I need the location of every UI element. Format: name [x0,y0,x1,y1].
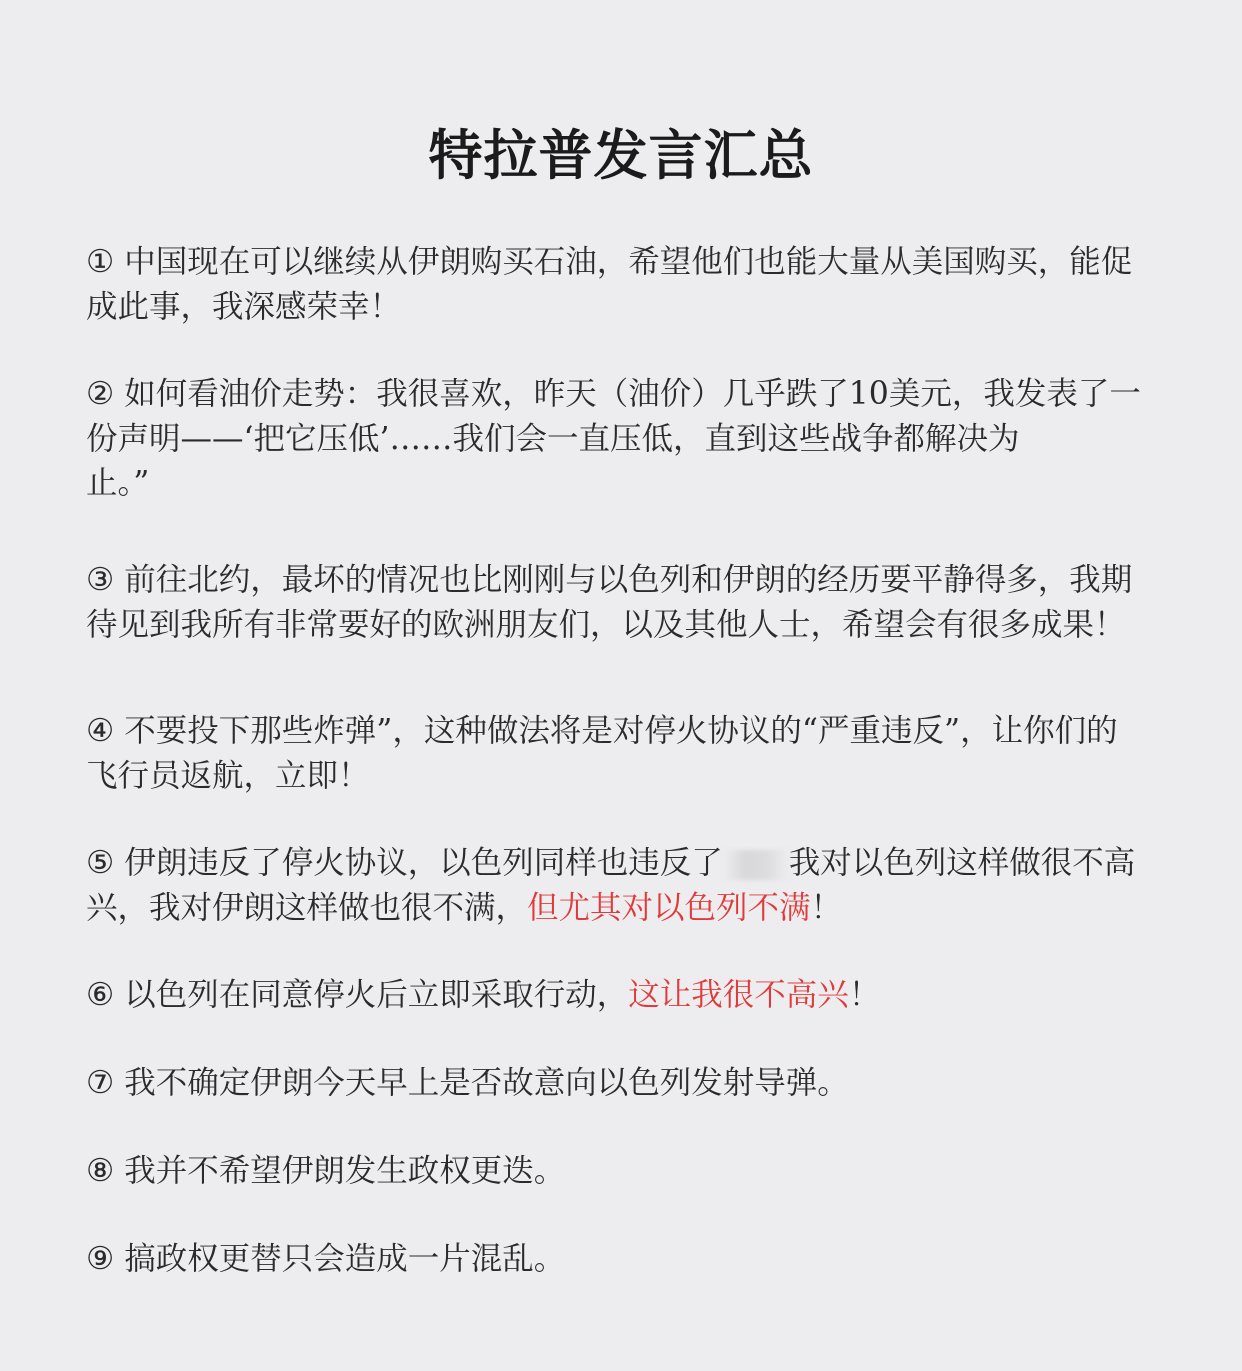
statement-item-7 [86,1061,1186,1106]
item-text-segment: ！ [848,977,881,1013]
item-text: 搞政权更替只会造成一片混乱。 [124,1241,566,1277]
item-text-segment: 兴，我对伊朗这样做也很不满， [86,889,528,926]
item-text-line: 份声明——‘把它压低’……我们会一直压低，直到这些战争都解决为 [86,420,1020,457]
item-text-line: 前往北约，最坏的情况也比刚刚与以色列和伊朗的经历要平静得多，我期 [124,562,1133,598]
statement-item-4 [86,709,1186,798]
item-text-line: 止。” [86,465,150,501]
item-number: ⑥ [86,977,115,1013]
item-text-segment: 伊朗违反了停火协议，以色列同样也违反了 [124,845,723,881]
item-number: ⑤ [86,845,115,881]
blurred-text-region [723,850,789,880]
item-text-segment: 以色列在同意停火后立即采取行动， [124,977,629,1013]
statement-item-8 [86,1149,1186,1194]
item-text-line: 成此事，我深感荣幸！ [86,288,402,325]
item-text-line: 中国现在可以继续从伊朗购买石油，希望他们也能大量从美国购买，能促 [124,244,1133,280]
item-number: ② [86,376,115,412]
item-number: ⑧ [86,1153,115,1189]
statement-item-2 [86,372,1186,506]
item-text-line: 如何看油价走势：我很喜欢，昨天（油价）几乎跌了10美元，我发表了一 [124,376,1141,412]
item-number: ③ [86,562,115,598]
page-title: 特拉普发言汇总 [428,123,814,187]
item-number: ④ [86,713,115,749]
item-number: ⑨ [86,1241,115,1277]
highlighted-text: 这让我很不高兴 [628,977,849,1013]
item-number: ① [86,244,115,280]
item-text-segment: ！ [810,889,843,926]
item-number: ⑦ [86,1065,115,1101]
item-text: 我并不希望伊朗发生政权更迭。 [124,1153,566,1189]
item-text-line: 飞行员返航，立即！ [86,757,370,794]
statement-item-5 [86,841,1186,930]
item-text-segment: 我对以色列这样做很不高 [788,845,1136,881]
statement-item-9 [86,1237,1186,1282]
statement-item-6 [86,973,1186,1018]
item-text-line: 待见到我所有非常要好的欧洲朋友们，以及其他人士，希望会有很多成果！ [86,606,1126,643]
item-text: 我不确定伊朗今天早上是否故意向以色列发射导弹。 [124,1065,849,1101]
statement-item-1 [86,240,1186,329]
statement-item-3 [86,558,1186,647]
item-text-line: 不要投下那些炸弹”，这种做法将是对停火协议的“严重违反”，让你们的 [124,713,1118,749]
highlighted-text: 但尤其对以色列不满 [527,889,811,926]
